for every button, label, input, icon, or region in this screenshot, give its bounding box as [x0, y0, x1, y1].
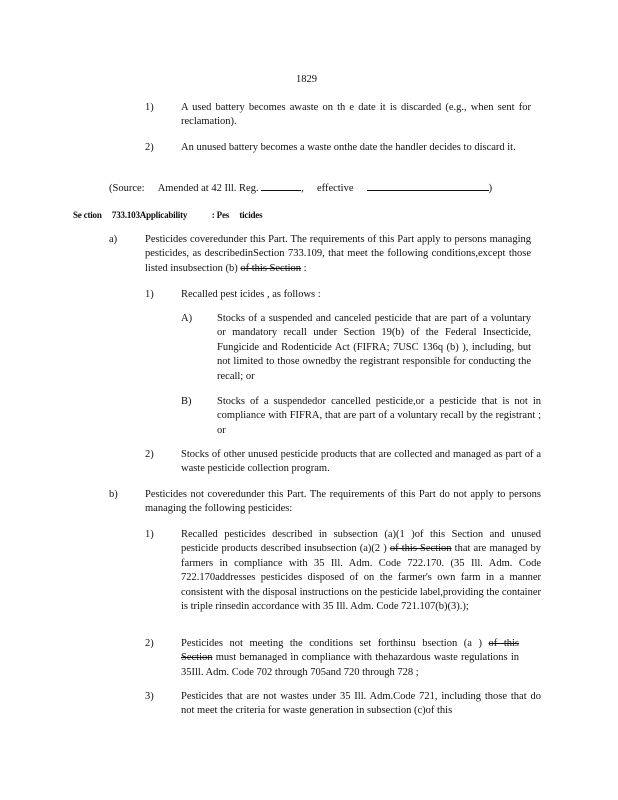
item-text: A used battery becomes awaste on th e date it is discarded (e.g., when sent for reclamation). [181, 102, 531, 128]
item-number: 2) [145, 638, 154, 649]
item-number: 3) [145, 691, 154, 702]
item-number: 2) [145, 142, 154, 153]
struck-text: of this Section [240, 262, 302, 274]
subitem-number: B) [181, 396, 192, 407]
subitem-text: Stocks of a suspendedor cancelled pesticide,or a pesticide that is not in compliance with FIFRA, that are part of a voluntary recall by the registrant ; or [217, 396, 541, 436]
section-label: Se ction [73, 210, 102, 220]
effective-date-blank [367, 180, 489, 191]
item-number: 1) [145, 529, 154, 540]
item-text-post: must bemanaged in compliance with thehazardous waste regulations in 35Ill. Adm. Code 702 through 705and 720 through 728 ; [181, 652, 519, 678]
item-text-pre: Recalled pesticides described in subsection (a)(1 )of this Section and unused pesticide products described insubsection (a)(2 ) [181, 529, 541, 555]
subsection-a-number: a) [109, 234, 118, 245]
source-effective: effective [316, 183, 354, 194]
subsection-a-body: Pesticides coveredunder this Part. The requirements of this Part apply to persons managing pesticides, as describedinSection 733.109, that meet the following conditions,except those listed insubsection (b) [145, 234, 531, 274]
subsection-b-number: b) [109, 489, 118, 500]
item-text [181, 637, 519, 680]
item-text: Stocks of other unused pesticide products that are collected and managed as part of a waste pesticide collection program. [181, 449, 541, 475]
item-text: Pesticides that are not wastes under 35 Ill. Adm.Code 721, including those that do not meet the criteria for waste generation in subsection (c)of this [181, 691, 541, 717]
item-text [181, 528, 541, 614]
source-note [109, 180, 492, 196]
subitem-text: Stocks of a suspended and canceled pesticide that are part of a voluntary or mandatory recall under Section 19(b) of the Federal Insecticide, Fungicide and Rodenticide Act (FIFRA; 7USC 136q (b) ), including, but not limited to those ownedby the registrant responsible for conducting the recall; or [217, 313, 531, 382]
source-amended: Amended at 42 Ill. Reg. [157, 183, 259, 194]
subitem-number: A) [181, 313, 193, 324]
page-number: 1829 [296, 74, 317, 85]
source-comma: , [301, 183, 304, 194]
item-text: An unused battery becomes a waste onthe date the handler decides to discard it. [181, 142, 516, 153]
subsection-a-end: : [303, 262, 307, 274]
subsection-b-text: Pesticides not coveredunder this Part. The requirements of this Part do not apply to persons managing the following pesticides: [145, 489, 541, 515]
section-number-title: 733.103Applicability [111, 210, 188, 220]
source-prefix: (Source: [109, 183, 145, 194]
struck-text: of this Section [389, 543, 452, 555]
struck-text: of this Section [181, 638, 519, 664]
section-part: : Pes [211, 210, 230, 220]
item-number: 2) [145, 449, 154, 460]
item-text-pre: Pesticides not meeting the conditions set forthinsu bsection (a ) [181, 638, 482, 649]
item-number: 1) [145, 289, 154, 300]
source-close: ) [488, 183, 493, 194]
subsection-a-text [145, 233, 531, 276]
item-text: Recalled pest icides , as follows : [181, 289, 321, 300]
item-number: 1) [145, 102, 154, 113]
register-blank [261, 180, 301, 191]
item-text-post: that are managed by farmers in compliance with 35 Ill. Adm. Code 722.170. (35 Ill. Adm. Code 722.170addresses pesticides disposed of on the farmer's own farm in a manner consistent with the disposal instructions on the pesticide label,providing the container is triple rinsedin accordance with 35 Ill. Adm. Code 721.107(b)(3).); [181, 543, 541, 613]
section-heading [73, 208, 262, 222]
section-suffix: ticides [239, 210, 263, 220]
